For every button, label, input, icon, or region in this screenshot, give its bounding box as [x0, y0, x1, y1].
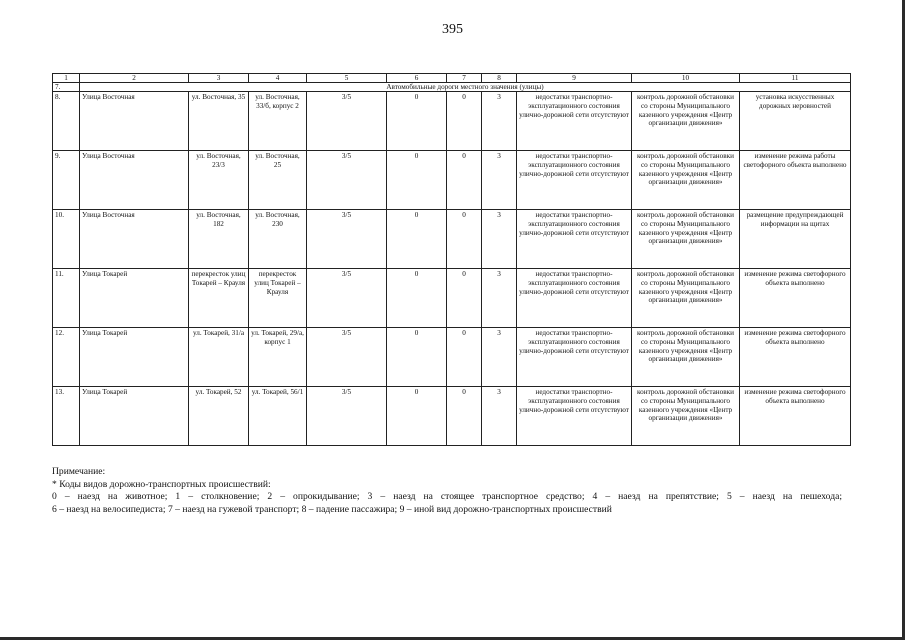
value-col-7: 0	[447, 387, 482, 446]
value-col-7: 0	[447, 328, 482, 387]
street-name: Улица Восточная	[80, 151, 189, 210]
value-col-6: 0	[387, 328, 447, 387]
measure-cell: размещение предупреждающей информации на щитах	[740, 210, 851, 269]
value-col-6: 0	[387, 151, 447, 210]
row-number: 11.	[53, 269, 80, 328]
deficiency-cell: недостатки транспортно-эксплуатационного состояния улично-дорожной сети отсутствуют	[517, 151, 632, 210]
segment-start: ул. Токарей, 31/а	[189, 328, 249, 387]
value-col-7: 0	[447, 151, 482, 210]
segment-start: ул. Восточная, 35	[189, 92, 249, 151]
measure-cell: изменение режима светофорного объекта выполнено	[740, 387, 851, 446]
street-name: Улица Восточная	[80, 92, 189, 151]
section-row	[53, 83, 851, 92]
column-number: 4	[249, 74, 307, 83]
row-number: 9.	[53, 151, 80, 210]
measure-cell: изменение режима светофорного объекта выполнено	[740, 328, 851, 387]
column-number: 9	[517, 74, 632, 83]
measure-cell: изменение режима работы светофорного объекта выполнено	[740, 151, 851, 210]
street-name: Улица Токарей	[80, 269, 189, 328]
value-col-5: 3/5	[307, 92, 387, 151]
column-number: 8	[482, 74, 517, 83]
street-name: Улица Токарей	[80, 328, 189, 387]
accident-report-table	[52, 73, 851, 446]
segment-start: перекресток улиц Токарей – Крауля	[189, 269, 249, 328]
value-col-8: 3	[482, 387, 517, 446]
column-number: 7	[447, 74, 482, 83]
street-name: Улица Восточная	[80, 210, 189, 269]
table-row	[53, 151, 851, 210]
deficiency-cell: недостатки транспортно-эксплуатационного состояния улично-дорожной сети отсутствуют	[517, 387, 632, 446]
value-col-5: 3/5	[307, 328, 387, 387]
column-number-row	[53, 74, 851, 83]
value-col-5: 3/5	[307, 269, 387, 328]
value-col-5: 3/5	[307, 151, 387, 210]
value-col-6: 0	[387, 92, 447, 151]
value-col-8: 3	[482, 328, 517, 387]
control-cell: контроль дорожной обстановки со стороны Муниципального казенного учреждения «Центр организации движения»	[632, 210, 740, 269]
segment-start: ул. Восточная, 23/3	[189, 151, 249, 210]
column-number: 11	[740, 74, 851, 83]
table-row	[53, 269, 851, 328]
control-cell: контроль дорожной обстановки со стороны Муниципального казенного учреждения «Центр организации движения»	[632, 269, 740, 328]
notes-codes-line-2: 6 – наезд на велосипедиста; 7 – наезд на гужевой транспорт; 8 – падение пассажира; 9 – иной вид дорожно-транспортных происшествий	[52, 503, 612, 515]
deficiency-cell: недостатки транспортно-эксплуатационного состояния улично-дорожной сети отсутствуют	[517, 269, 632, 328]
column-number: 3	[189, 74, 249, 83]
value-col-5: 3/5	[307, 210, 387, 269]
column-number: 6	[387, 74, 447, 83]
deficiency-cell: недостатки транспортно-эксплуатационного состояния улично-дорожной сети отсутствуют	[517, 210, 632, 269]
page-number: 395	[442, 22, 463, 37]
row-number: 12.	[53, 328, 80, 387]
column-number: 10	[632, 74, 740, 83]
segment-end: ул. Восточная, 230	[249, 210, 307, 269]
row-number: 13.	[53, 387, 80, 446]
control-cell: контроль дорожной обстановки со стороны Муниципального казенного учреждения «Центр организации движения»	[632, 151, 740, 210]
street-name: Улица Токарей	[80, 387, 189, 446]
segment-start: ул. Восточная, 182	[189, 210, 249, 269]
table-body	[53, 74, 851, 446]
section-title: Автомобильные дороги местного значения (улицы)	[80, 83, 851, 92]
table-row	[53, 210, 851, 269]
control-cell: контроль дорожной обстановки со стороны Муниципального казенного учреждения «Центр организации движения»	[632, 92, 740, 151]
value-col-7: 0	[447, 269, 482, 328]
value-col-8: 3	[482, 210, 517, 269]
row-number: 10.	[53, 210, 80, 269]
segment-start: ул. Токарей, 52	[189, 387, 249, 446]
value-col-8: 3	[482, 269, 517, 328]
value-col-6: 0	[387, 210, 447, 269]
table-row	[53, 328, 851, 387]
notes-block	[52, 466, 842, 516]
segment-end: ул. Восточная, 33/б, корпус 2	[249, 92, 307, 151]
segment-end: перекресток улиц Токарей – Крауля	[249, 269, 307, 328]
deficiency-cell: недостатки транспортно-эксплуатационного состояния улично-дорожной сети отсутствуют	[517, 328, 632, 387]
segment-end: ул. Восточная, 25	[249, 151, 307, 210]
value-col-8: 3	[482, 151, 517, 210]
segment-end: ул. Токарей, 56/1	[249, 387, 307, 446]
section-number: 7.	[53, 83, 80, 92]
notes-codes-line-1: 0 – наезд на животное; 1 – столкновение; 2 – опрокидывание; 3 – наезд на стоящее транспортное средство; 4 – наезд на препятствие; 5 – наезд на пешехода;	[52, 491, 842, 502]
column-number: 1	[53, 74, 80, 83]
value-col-6: 0	[387, 387, 447, 446]
deficiency-cell: недостатки транспортно-эксплуатационного состояния улично-дорожной сети отсутствуют	[517, 92, 632, 151]
column-number: 2	[80, 74, 189, 83]
value-col-7: 0	[447, 92, 482, 151]
control-cell: контроль дорожной обстановки со стороны Муниципального казенного учреждения «Центр организации движения»	[632, 328, 740, 387]
table-row	[53, 92, 851, 151]
value-col-5: 3/5	[307, 387, 387, 446]
value-col-8: 3	[482, 92, 517, 151]
measure-cell: установка искусственных дорожных неровностей	[740, 92, 851, 151]
value-col-6: 0	[387, 269, 447, 328]
measure-cell: изменение режима светофорного объекта выполнено	[740, 269, 851, 328]
table-row	[53, 387, 851, 446]
value-col-7: 0	[447, 210, 482, 269]
notes-codes-heading: * Коды видов дорожно-транспортных происшествий:	[52, 478, 271, 490]
control-cell: контроль дорожной обстановки со стороны Муниципального казенного учреждения «Центр организации движения»	[632, 387, 740, 446]
row-number: 8.	[53, 92, 80, 151]
notes-title: Примечание:	[52, 466, 106, 477]
segment-end: ул. Токарей, 29/а, корпус 1	[249, 328, 307, 387]
column-number: 5	[307, 74, 387, 83]
